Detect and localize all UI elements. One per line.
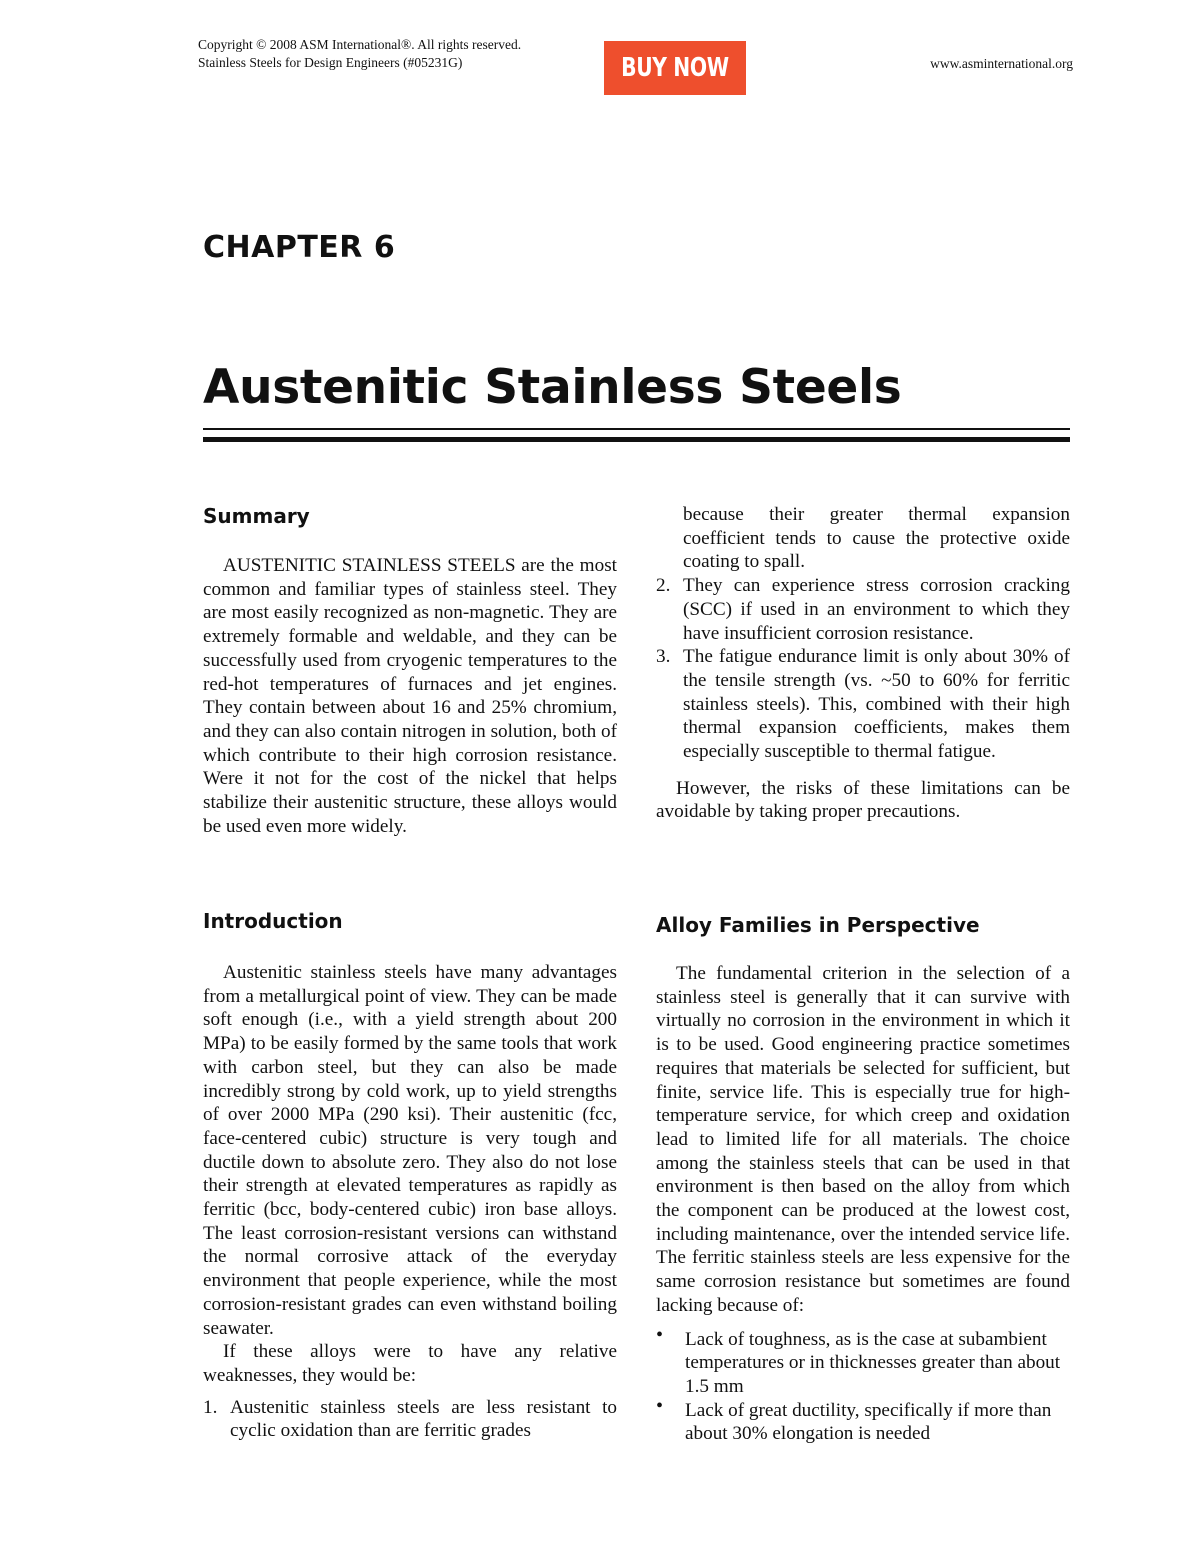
weakness-list-continued xyxy=(656,503,1070,824)
list-item xyxy=(656,1394,1070,1446)
list-number: 1. xyxy=(203,1396,218,1418)
chapter-label: CHAPTER 6 xyxy=(203,230,396,265)
title-rule-thick xyxy=(203,437,1070,442)
introduction-section xyxy=(203,961,617,1443)
chapter-title: Austenitic Stainless Steels xyxy=(203,360,902,415)
list-item-text: Lack of toughness, as is the case at subambient temperatures or in thicknesses greater than about 1.5 mm xyxy=(685,1328,1061,1397)
buy-now-button[interactable] xyxy=(604,41,746,95)
weakness-list-continuation xyxy=(656,503,1070,764)
introduction-paragraph-1: Austenitic stainless steels have many advantages from a metallurgical point of view. They can be made soft enough (i.e., with a yield strength about 200 MPa) to be easily formed by the same tools that work with carbon steel, but they can also be made incredibly strong by cold work, up to yield strengths of over 2000 MPa (290 ksi). Their austenitic (fcc, face-centered cubic) structure is very tough and ductile down to absolute zero. They also do not lose their strength at elevated temperatures as rapidly as ferritic (bcc, body-centered cubic) iron base alloys. The least corrosion-resistant versions can withstand the normal corrosive attack of the everyday environment that people experience, while the most corrosion-resistant grades can even withstand boiling seawater. xyxy=(203,962,617,1339)
bullet-icon: • xyxy=(656,1323,664,1346)
website-link[interactable]: www.asminternational.org xyxy=(930,56,1073,71)
ferritic-drawbacks-list xyxy=(656,1323,1070,1447)
list-item-text: Austenitic stainless steels are less resistant to cyclic oxidation than are ferritic grades xyxy=(230,1396,617,1442)
title-rule-thin xyxy=(203,428,1070,430)
introduction-heading: Introduction xyxy=(203,909,343,933)
buy-now-label: BUY NOW xyxy=(621,53,729,83)
alloy-families-paragraph: The fundamental criterion in the selection of a stainless steel is generally that it can survive with virtually no corrosion in the environment in which it is to be used. Good engineering practice sometimes requires that materials be selected for sufficient, but finite, service life. This is especially true for high-temperature service, for which creep and oxidation lead to limited life for all materials. The choice among the stainless steels that can be used in that environment is then based on the alloy from which the component can be produced at the lowest cost, including maintenance, over the intended service life. The ferritic stainless steels are less expensive for the same corrosion resistance but sometimes are found lacking because of: xyxy=(656,963,1070,1316)
list-item-text: They can experience stress corrosion cracking (SCC) if used in an environment to which they have insufficient corrosion resistance. xyxy=(683,575,1070,644)
copyright-notice: Copyright © 2008 ASM International®. All rights reserved. xyxy=(198,37,522,52)
bullet-icon: • xyxy=(656,1394,664,1417)
book-title: Stainless Steels for Design Engineers (#05231G) xyxy=(198,55,463,70)
list-number: 3. xyxy=(656,646,671,668)
summary-paragraph: AUSTENITIC STAINLESS STEELS are the most common and familiar types of stainless steel. They are most easily recognized as non-magnetic. They are extremely formable and weldable, and they can be successfully used from cryogenic temperatures to the red-hot temperatures of furnaces and jet engines. They contain between about 16 and 25% chromium, and they can also contain nitrogen in solution, both of which contribute to their high corrosion resistance. Were it not for the cost of the nickel that helps stabilize their austenitic structure, these alloys would be used even more widely. xyxy=(203,555,617,837)
list-item xyxy=(203,1396,617,1443)
weakness-list xyxy=(203,1396,617,1443)
list-item xyxy=(656,645,1070,764)
introduction-paragraph-2: If these alloys were to have any relative weaknesses, they would be: xyxy=(203,1341,617,1386)
closing-paragraph: However, the risks of these limitations can be avoidable by taking proper precautions. xyxy=(656,777,1070,823)
summary-heading: Summary xyxy=(203,504,310,528)
list-item-text: Lack of great ductility, specifically if more than about 30% elongation is needed xyxy=(685,1399,1052,1445)
list-item xyxy=(656,574,1070,645)
summary-section xyxy=(203,554,617,838)
list-number: 2. xyxy=(656,575,671,597)
page-header-left xyxy=(198,36,521,72)
alloy-families-section xyxy=(656,962,1070,1446)
list-item-text: The fatigue endurance limit is only about 30% of the tensile strength (vs. ~50 to 60% for ferritic stainless steels). This, combined with their high thermal expansion coefficients, makes them especially susceptible to thermal fatigue. xyxy=(683,646,1070,763)
alloy-families-heading: Alloy Families in Perspective xyxy=(656,913,980,937)
list-item xyxy=(656,1323,1070,1399)
list-item xyxy=(656,503,1070,574)
list-item-text: because their greater thermal expansion coefficient tends to cause the protective oxide coating to spall. xyxy=(683,504,1070,573)
